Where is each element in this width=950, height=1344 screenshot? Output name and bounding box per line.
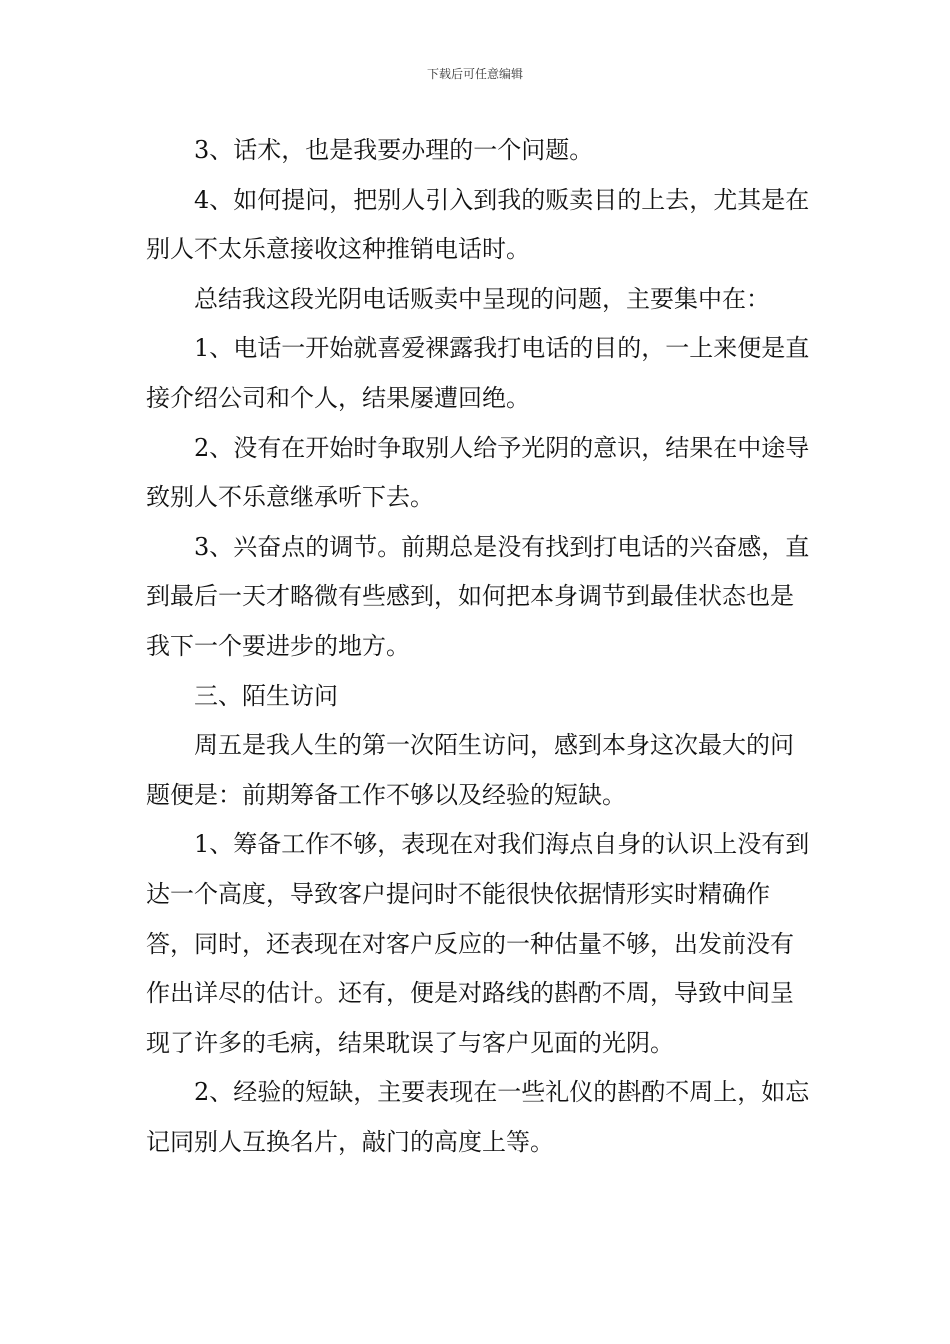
paragraph: 周五是我人生的第一次陌生访问，感到本身这次最大的问题便是：前期筹备工作不够以及经验的短缺。 xyxy=(146,731,794,809)
paragraph: 4、如何提问，把别人引入到我的贩卖目的上去，尤其是在别人不太乐意接收这种推销电话时。 xyxy=(146,185,810,264)
paragraph: 3、兴奋点的调节。前期总是没有找到打电话的兴奋感，直到最后一天才略微有些感到，如何把本身调节到最佳状态也是我下一个要进步的地方。 xyxy=(146,532,810,660)
paragraph: 2、没有在开始时争取别人给予光阴的意识，结果在中途导致别人不乐意继承听下去。 xyxy=(146,433,810,512)
paragraph: 1、筹备工作不够，表现在对我们海点自身的认识上没有到达一个高度，导致客户提问时不能很快依据情形实时精确作答，同时，还表现在对客户反应的一种估量不够，出发前没有作出详尽的估计。还有，便是对路线的斟酌不周，导致中间呈现了许多的毛病，结果耽误了与客户见面的光阴。 xyxy=(146,830,810,1057)
paragraph: 1、电话一开始就喜爱裸露我打电话的目的，一上来便是直接介绍公司和个人，结果屡遭回绝。 xyxy=(146,334,810,412)
page-header: 下载后可任意编辑 xyxy=(426,67,523,81)
section-heading: 三、陌生访问 xyxy=(194,681,338,710)
paragraph: 2、经验的短缺，主要表现在一些礼仪的斟酌不周上，如忘记同别人互换名片，敲门的高度上等。 xyxy=(146,1078,810,1156)
paragraph: 3、话术，也是我要办理的一个问题。 xyxy=(194,136,594,164)
paragraph: 总结我这段光阴电话贩卖中呈现的问题，主要集中在： xyxy=(194,284,770,313)
document-body xyxy=(146,126,812,1167)
